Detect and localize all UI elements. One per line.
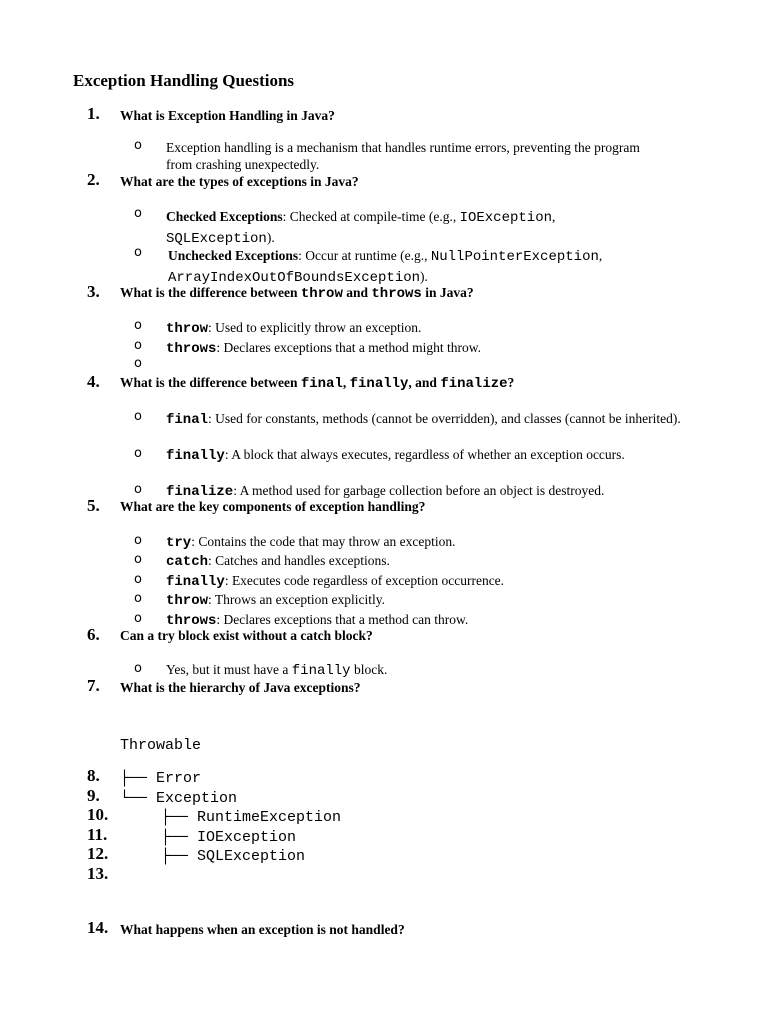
bullet: o: [134, 338, 142, 353]
list-item: throw: Throws an exception explicitly.: [166, 592, 385, 609]
answer-text: final: Used for constants, methods (cannot be overridden), and classes (cannot be inherited).: [166, 411, 681, 428]
list-number: 10.: [87, 805, 109, 824]
answer-term: Unchecked Exceptions: [168, 248, 299, 263]
closing: ).: [266, 230, 275, 245]
bullet: o: [134, 138, 142, 153]
answer-term: Checked Exceptions: [166, 209, 283, 224]
question-number: 4.: [87, 372, 100, 391]
question-number: 2.: [87, 170, 100, 189]
answer-text: Exception handling is a mechanism that handles runtime errors, preventing the program from crashing unexpectedly.: [166, 140, 640, 172]
bullet: o: [134, 591, 142, 606]
bullet: o: [134, 482, 142, 497]
list-number: 11.: [87, 825, 108, 844]
separator: ,: [598, 248, 603, 263]
question-text: What is the difference between throw and throws in Java?: [120, 285, 474, 302]
list-item: finally: Executes code regardless of exception occurrence.: [166, 573, 505, 590]
list-number: 12.: [87, 844, 109, 863]
list-item: catch: Catches and handles exceptions.: [166, 553, 390, 570]
tree-node: ├── IOException: [161, 829, 297, 846]
bullet: o: [134, 409, 142, 424]
bullet: o: [134, 661, 142, 676]
question-text: What happens when an exception is not handled?: [120, 922, 405, 937]
bullet: o: [134, 356, 142, 371]
answer-text: throws: Declares exceptions that a method might throw.: [166, 340, 481, 357]
tree-node: ├── RuntimeException: [161, 809, 342, 826]
question-number: 6.: [87, 625, 100, 644]
question-number: 3.: [87, 282, 100, 301]
tree-root: Throwable: [120, 737, 202, 754]
bullet: o: [134, 611, 142, 626]
bullet: o: [134, 206, 142, 221]
question-text: Can a try block exist without a catch block?: [120, 628, 373, 643]
answer-text: finally: A block that always executes, regardless of whether an exception occurs.: [166, 447, 625, 464]
bullet: o: [134, 572, 142, 587]
question-text: What are the key components of exception handling?: [120, 499, 426, 514]
list-number: 9.: [87, 786, 100, 805]
list-item: try: Contains the code that may throw an exception.: [166, 534, 456, 551]
answer-text: [168, 246, 688, 288]
question-number: 1.: [87, 104, 100, 123]
bullet: o: [134, 446, 142, 461]
question-text: What is the hierarchy of Java exceptions?: [120, 680, 361, 695]
bullet: o: [134, 552, 142, 567]
answer-text: Yes, but it must have a finally block.: [166, 662, 388, 679]
list-number: 8.: [87, 766, 100, 785]
question-number: 14.: [87, 918, 109, 937]
bullet: o: [134, 245, 142, 260]
bullet: o: [134, 318, 142, 333]
separator: ,: [552, 209, 556, 224]
code-term: IOException: [459, 210, 552, 226]
code-term: SQLException: [166, 231, 267, 247]
question-number: 5.: [87, 496, 100, 515]
answer-text: finalize: A method used for garbage collection before an object is destroyed.: [166, 483, 605, 500]
code-term: NullPointerException: [430, 249, 599, 265]
question-text: What is Exception Handling in Java?: [120, 108, 335, 123]
answer-text: [166, 207, 666, 249]
question-text: What are the types of exceptions in Java?: [120, 174, 359, 189]
tree-node: └── Exception: [120, 790, 238, 807]
tree-node: ├── SQLException: [161, 848, 306, 865]
question-number: 7.: [87, 676, 100, 695]
answer-text: throw: Used to explicitly throw an exception.: [166, 320, 422, 337]
answer-body: : Checked at compile-time (e.g.,: [282, 209, 460, 224]
bullet: o: [134, 533, 142, 548]
list-item: throws: Declares exceptions that a method can throw.: [166, 612, 469, 629]
page-title: Exception Handling Questions: [73, 71, 295, 90]
code-term: ArrayIndexOutOfBoundsException: [168, 270, 421, 286]
tree-node: ├── Error: [120, 770, 202, 787]
list-number: 13.: [87, 864, 109, 883]
question-text: What is the difference between final, finally, and finalize?: [120, 375, 515, 392]
closing: ).: [420, 269, 428, 284]
answer-body: : Occur at runtime (e.g.,: [298, 248, 431, 263]
